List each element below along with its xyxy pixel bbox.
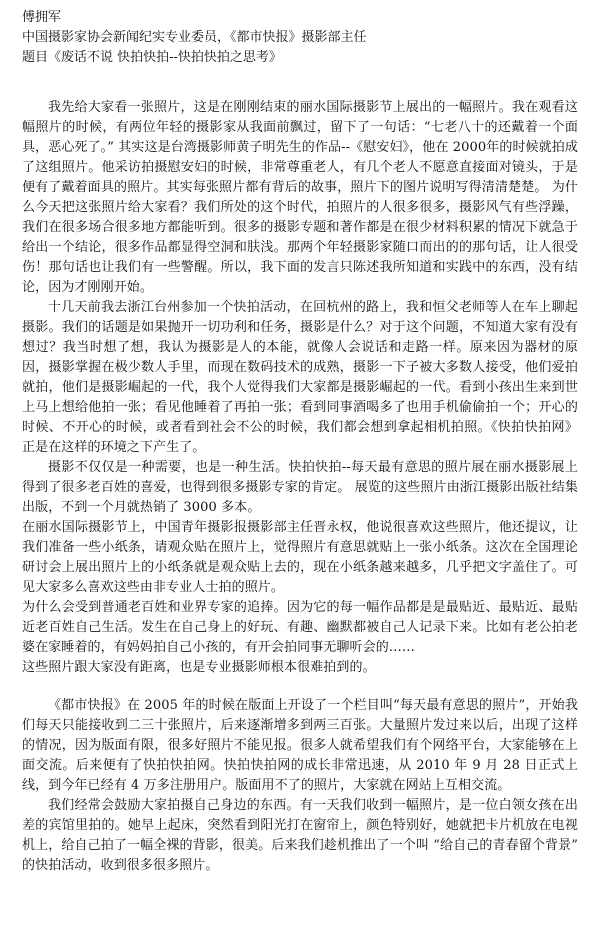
section-gap — [22, 678, 578, 696]
author-name: 傅拥军 — [22, 10, 62, 25]
paragraph-5: 为什么会受到普通老百姓和业界专家的追捧。因为它的每一幅作品都是是最贴近、最贴近、最贴近老百姓自己生活。发生在自己身上的好玩、有趣、幽默都被自己人记录下来。比如有老公拍老婆在家睡着的，有妈妈拍自己小孩的，有开会拍同事无聊听会的…… — [22, 600, 578, 655]
header-gap — [22, 68, 578, 98]
paragraph-6: 这些照片跟大家没有距离，也是专业摄影师根本很难拍到的。 — [22, 660, 376, 675]
paragraph-2: 十几天前我去浙江台州参加一个快拍活动，在回杭州的路上，我和恒父老师等人在车上聊起摄影。我们的话题是如果抛开一切功利和任务，摄影是什么？对于这个问题，不知道大家有没有想过？我当时想了想，我认为摄影是人的本能，就像人会说话和走路一样。原来因为器材的原因，摄影掌握在极少数人手里，而现在数码技术的成熟，摄影一下子被大多数人接受，他们爱拍就拍，他们是摄影崛起的一代，我个人觉得我们大家都是摄影崛起的一代。看到小孩出生来到世上马上想给他拍一张；看见他睡着了再拍一张；看到同事酒喝多了也用手机偷偷拍一个；开心的时候、不开心的时候，或者看到社会不公的时候，我们都会想到拿起相机拍照。《快拍快拍网》正是在这样的环境之下产生了。 — [22, 300, 578, 455]
paragraph-8: 我们经常会鼓励大家拍摄自己身边的东西。有一天我们收到一幅照片，是一位白领女孩在出差的宾馆里拍的。她早上起床，突然看到阳光打在窗帘上，颜色特别好，她就把卡片机放在电视机上，给自己拍了一幅全裸的背影，很美。后来我们趁机推出了一个叫 “给自己的青春留个背景” 的快拍活动，收到很多很多照片。 — [22, 798, 578, 873]
paragraph-7: 《都市快报》在 2005 年的时候在版面上开设了一个栏目叫“每天最有意思的照片”，开始我们每天只能接收到二三十张照片，后来逐渐增多到两三百张。大量照片发过来以后，出现了这样的情况，因为版面有限，很多好照片不能见报。很多人就希望我们有个网络平台，大家能够在上面交流。后来便有了快拍快拍网。快拍快拍网的成长非常迅速，从 2010 年 9 月 28 日正式上线，到今年已经有 4 万多注册用户。版面用不了的照片，大家就在网站上互相交流。 — [22, 698, 578, 793]
author-affiliation: 中国摄影家协会新闻纪实专业委员，《都市快报》摄影部主任 — [22, 30, 367, 45]
talk-title: 题目《废话不说 快拍快拍--快拍快拍之思考》 — [22, 50, 282, 65]
paragraph-4: 在丽水国际摄影节上，中国青年摄影报摄影部主任晋永权，他说很喜欢这些照片，他还提议，让我们准备一些小纸条，请观众贴在照片上，觉得照片有意思就贴上一张小纸条。这次在全国理论研讨会上展出照片上的小纸条就是观众贴上去的，现在小纸条越来越多，几乎把文字盖住了。可见大家多么喜欢这些由非专业人士拍的照片。 — [22, 520, 578, 595]
paragraph-1: 我先给大家看一张照片，这是在刚刚结束的丽水国际摄影节上展出的一幅照片。我在观看这幅照片的时候，有两位年轻的摄影家从我面前飘过，留下了一句话：“七老八十的还戴着一个面具，恶心死了。” 其实这是台湾摄影师黄子明先生的作品--《慰安妇》，他在 2000年的时候就拍成了这组照片。他采访拍摄慰安妇的时候，非常尊重老人，有几个老人不愿意直接面对镜头，于是便有了戴着面具的照片。其实每张照片都有背后的故事，照片下的图片说明写得清清楚楚。 为什么今天把这张照片给大家看？我们所处的这个时代，拍照片的人很多很多，摄影风气有些浮躁，我们在很多场合很多地方都能听到。很多的摄影专题和著作都是在很少材料积累的情况下就急于给出一个结论，很多作品都显得空洞和肤浅。那两个年轻摄影家随口而出的的那句话，让人很受伤！那句话也让我们有一些警醒。所以，我下面的发言只陈述我所知道和实践中的东西，没有结论，因为才刚刚开始。 — [22, 100, 578, 295]
paragraph-3: 摄影不仅仅是一种需要，也是一种生活。快拍快拍--每天最有意思的照片展在丽水摄影展上得到了很多老百姓的喜爱，也得到很多摄影专家的肯定。 展览的这些照片由浙江摄影出版社结集出版，不到一个月就热销了 3000 多本。 — [22, 460, 578, 515]
